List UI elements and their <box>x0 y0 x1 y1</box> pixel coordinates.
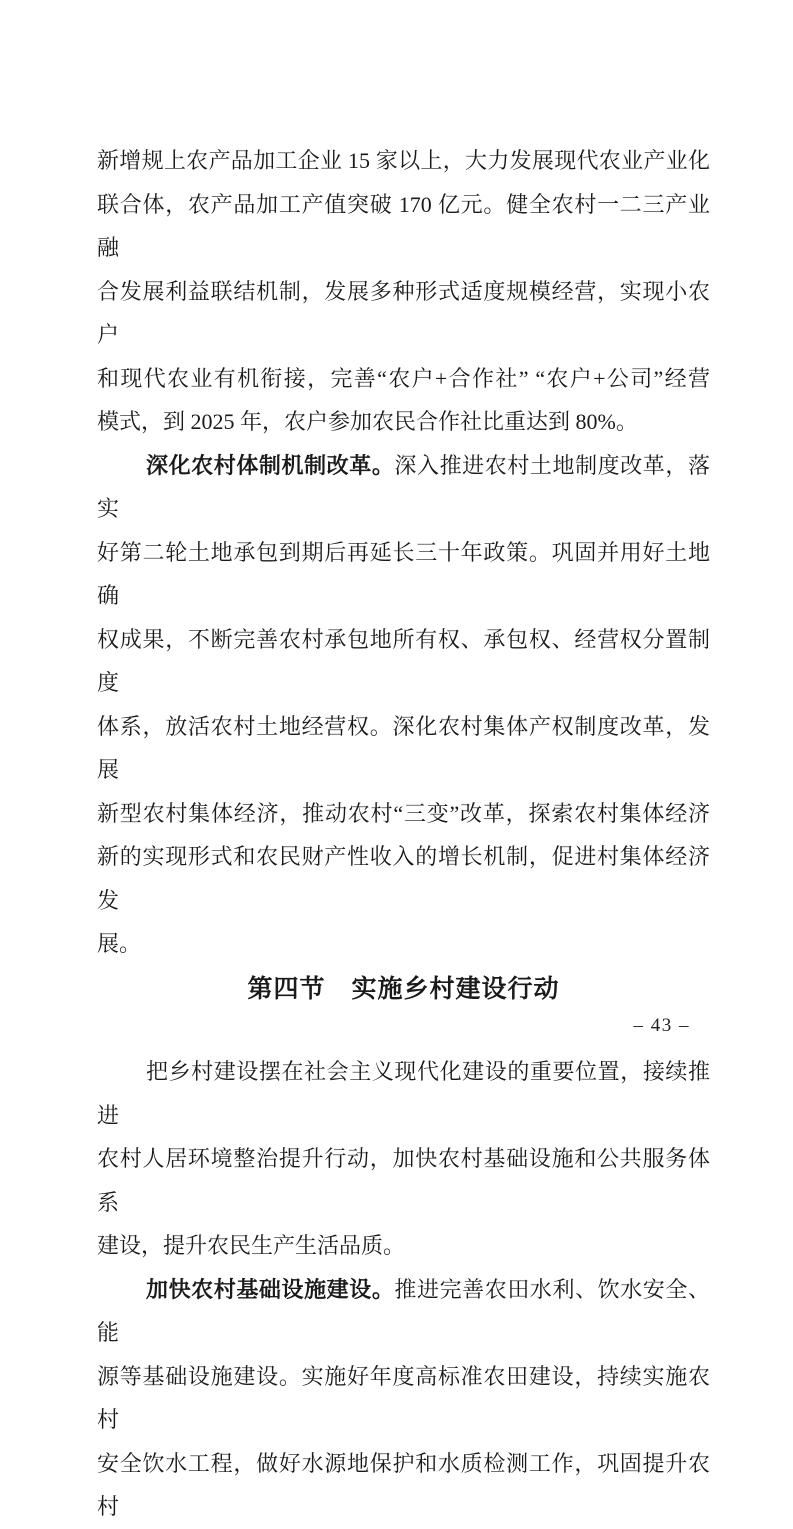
paragraph-lead-rest: 推进完善农田水利、饮水安全、能 <box>97 1276 710 1345</box>
paragraph-line: 联合体，农产品加工产值突破 170 亿元。健全农村一二三产业融 <box>97 191 710 260</box>
paragraph-line: 好第二轮土地承包到期后再延长三十年政策。巩固并用好土地确 <box>97 539 710 608</box>
paragraph-infrastructure <box>97 1268 710 1529</box>
paragraph-rural-reform <box>97 444 710 966</box>
paragraph-line: 源等基础设施建设。实施好年度高标准农田建设，持续实施农村 <box>97 1363 710 1432</box>
paragraph-line: 新的实现形式和农民财产性收入的增长机制，促进村集体经济发 <box>97 844 710 913</box>
paragraph-line <box>97 444 710 531</box>
page-content <box>97 139 710 1529</box>
paragraph-line: 合发展利益联结机制，发展多种形式适度规模经营，实现小农户 <box>97 278 710 347</box>
paragraph-line: 新增规上农产品加工企业 15 家以上，大力发展现代农业产业化 <box>97 148 710 173</box>
paragraph-line: 把乡村建设摆在社会主义现代化建设的重要位置，接续推进 <box>97 1059 710 1128</box>
paragraph-lead-rest: 深入推进农村土地制度改革，落实 <box>97 452 710 521</box>
paragraph-line: 权成果，不断完善农村承包地所有权、承包权、经营权分置制度 <box>97 626 710 695</box>
paragraph-line: 体系，放活农村土地经营权。深化农村集体产权制度改革，发展 <box>97 713 710 782</box>
paragraph-line: 和现代农业有机衔接，完善“农户+合作社” “农户+公司”经营 <box>97 365 710 391</box>
paragraph-line: 安全饮水工程，做好水源地保护和水质检测工作，巩固提升农村 <box>97 1450 710 1519</box>
paragraph-lead-bold: 深化农村体制机制改革。 <box>146 452 395 478</box>
paragraph-line <box>97 1268 710 1355</box>
paragraph-lead-bold: 加快农村基础设施建设。 <box>146 1276 395 1302</box>
paragraph-line: 新型农村集体经济，推动农村“三变”改革，探索农村集体经济 <box>97 800 711 826</box>
paragraph-agroindustry <box>97 139 710 444</box>
paragraph-line: 模式，到 2025 年，农户参加农民合作社比重达到 80%。 <box>97 409 638 434</box>
paragraph-line: 建设，提升农民生产生活品质。 <box>97 1233 406 1258</box>
paragraph-line: 展。 <box>97 931 142 956</box>
page-number: – 43 – <box>633 1015 690 1036</box>
paragraph-rural-construction <box>97 1050 710 1268</box>
paragraph-line: 农村人居环境整治提升行动，加快农村基础设施和公共服务体系 <box>97 1146 710 1215</box>
section-heading: 第四节 实施乡村建设行动 <box>247 974 560 1003</box>
